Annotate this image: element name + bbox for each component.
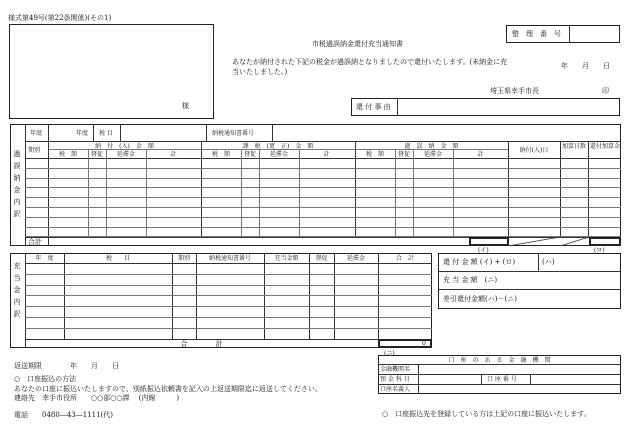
notice-number-label: 納税通知書番号: [212, 130, 255, 137]
paid-date-label: 納付(入)日: [519, 147, 549, 154]
addressee-suffix: 様: [182, 102, 189, 110]
allocation-header-7: 合 計: [395, 255, 414, 262]
subheader-1-0: 税 額: [211, 151, 230, 158]
subheader-2-3: 計: [477, 151, 484, 158]
table-row-line: [25, 295, 432, 296]
subheader-0-3: 計: [170, 151, 177, 158]
subheader-2-1: 督促: [397, 151, 410, 158]
return-deadline: 返送期限 年 月 日: [14, 362, 119, 370]
table-row-line: [25, 227, 621, 228]
account-holder-label: 口座名義人: [380, 386, 411, 393]
mark-i: (イ): [478, 247, 489, 254]
zeimoku-label: 税 目: [99, 130, 113, 137]
seal-mark: 印: [602, 87, 609, 95]
method-title: ○ 口座振込の方法: [14, 375, 77, 383]
subheader-1-2: 延滞金: [269, 151, 288, 158]
table-row-line: [25, 187, 621, 188]
subheader-0-2: 延滞金: [116, 151, 135, 158]
allocation-header-2: 期別: [177, 255, 190, 262]
table-row-line: [25, 317, 432, 318]
table-row-line: [25, 217, 621, 218]
subheader-1-1: 督促: [243, 151, 256, 158]
mark-ni: (ニ): [384, 350, 395, 357]
total-i-box: [469, 237, 509, 246]
paid-amount-group: 納 付 (入) 金 額: [95, 143, 154, 150]
total-ro-box: [589, 237, 621, 246]
kasan-nissu-label: 加算日数: [561, 143, 586, 150]
table-row-line: [25, 207, 621, 208]
table-row-line: [25, 328, 432, 329]
table-row-line: [25, 197, 621, 198]
allocation-header-0: 年 度: [35, 255, 54, 262]
subheader-2-2: 延滞金: [423, 151, 442, 158]
method-text: あなたの口座に振込いたしますので、別紙振込依頼書を記入の上返送期限迄に返送してください。: [14, 385, 322, 393]
table-row-line: [25, 168, 621, 169]
subheader-2-0: 税 額: [365, 151, 384, 158]
table-row-line: [25, 178, 621, 179]
allocation-header-4: 充当金額: [274, 255, 299, 262]
table-row-line: [25, 306, 432, 307]
overpayment-total-label: 合計: [28, 238, 42, 246]
assessed-amount-group: 課 税 (更 正) 金 額: [242, 143, 314, 150]
form-number: 様式第49号(第22条関係)(その1): [8, 14, 112, 22]
contact-label: 連絡先: [14, 394, 35, 402]
contact-text: 幸手市役所 ○○部○○課 (内線 ): [42, 394, 180, 402]
kanpu-jiyu-label: 還 付 事 由: [356, 103, 391, 111]
kanpu-kasan-label: 還付加算金: [589, 143, 620, 150]
registration-note: ○ 口座振込先を登録している方は上記の口座に振込いたします。: [382, 410, 591, 418]
bank-name-label: 金融機関名: [380, 366, 411, 373]
kibetsu-label: 期別: [28, 147, 41, 154]
allocation-total-value: 0: [422, 340, 426, 347]
allocation-side-label: 充当金内訳: [13, 262, 21, 322]
refund-amount-label: 還 付 金 額 (イ) + (ロ): [443, 258, 516, 266]
mark-ro: (ロ): [594, 247, 605, 254]
allocation-header-3: 納税通知書番号: [208, 255, 251, 262]
notice-message: あなたが納付された下記の税金が過誤納となりましたので還付いたします。(未納金に充当いたしました。): [232, 58, 508, 76]
bank-title: 口 座 の あ る 金 融 機 関: [448, 357, 551, 364]
issue-date: 年 月 日: [561, 62, 610, 70]
account-number-label: 口 座 番 号: [487, 376, 517, 383]
applied-amount-label: 充 当 金 額 (ニ): [443, 276, 498, 284]
kanpu-jiyu-box: [351, 98, 620, 116]
phone-number: 0480―43―1111(代): [42, 411, 113, 419]
table-row-line: [25, 274, 432, 275]
allocation-total-label: 合 計: [180, 340, 223, 348]
allocation-header-6: 延滞金: [346, 255, 365, 262]
phone-label: 電話: [14, 411, 28, 419]
issuer-name: 埼玉県幸手市長: [490, 87, 539, 95]
subheader-1-3: 計: [323, 151, 330, 158]
deposit-type-label: 預 金 科 目: [380, 376, 410, 383]
document-title: 市税過誤納金還付充当通知書: [312, 40, 403, 48]
allocation-header-5: 督促: [315, 255, 328, 262]
mark-ha: (ハ): [542, 258, 555, 266]
subheader-0-0: 税 額: [58, 151, 77, 158]
nendo-label-2: 年度: [76, 130, 89, 137]
total-diagonal: [508, 237, 589, 246]
seiri-number-label: 整 理 番 号: [512, 30, 561, 38]
overpaid-amount-group: 過 誤 納 金 額: [404, 143, 459, 150]
overpayment-side-label: 過誤納金内訳: [13, 150, 21, 222]
diff-amount-label: 差引還付金額(ハ)－(ニ): [443, 295, 517, 303]
allocation-header-1: 税 目: [105, 255, 130, 262]
nendo-label: 年度: [30, 130, 43, 137]
subheader-0-1: 督促: [90, 151, 103, 158]
table-row-line: [25, 285, 432, 286]
